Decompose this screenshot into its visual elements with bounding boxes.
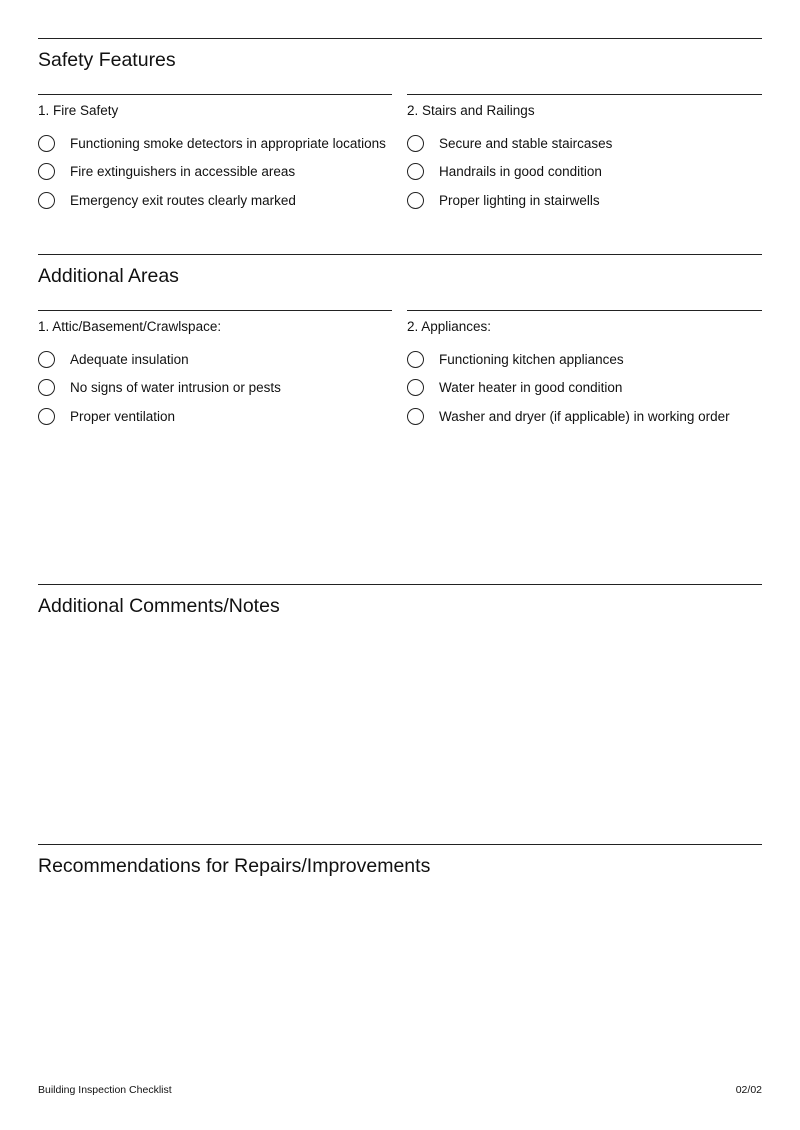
section-title-additional-areas: Additional Areas xyxy=(38,265,179,287)
checklist-item-label: Handrails in good condition xyxy=(439,163,602,179)
subsection-divider xyxy=(407,310,762,311)
checklist-item-label: Washer and dryer (if applicable) in working order xyxy=(439,408,730,424)
section-title-recommendations: Recommendations for Repairs/Improvements xyxy=(38,855,431,877)
checklist-item[interactable] xyxy=(407,132,612,154)
checklist-item-label: Proper lighting in stairwells xyxy=(439,192,600,208)
checklist-item-label: Proper ventilation xyxy=(70,408,176,424)
subsection-divider xyxy=(38,310,392,311)
checklist-item[interactable] xyxy=(407,405,730,427)
checkbox-circle[interactable] xyxy=(407,351,424,368)
section-title-safety: Safety Features xyxy=(38,49,176,71)
checkbox-circle[interactable] xyxy=(407,379,424,396)
section-divider xyxy=(38,38,762,39)
checklist-item-label: Functioning kitchen appliances xyxy=(439,351,624,367)
footer-page-number: 02/02 xyxy=(735,1084,762,1096)
checkbox-circle[interactable] xyxy=(407,408,424,425)
subsection-title-attic: 1. Attic/Basement/Crawlspace: xyxy=(38,319,222,334)
checklist-item-label: Secure and stable staircases xyxy=(439,135,613,151)
checkbox-circle[interactable] xyxy=(38,192,55,209)
checkbox-circle[interactable] xyxy=(38,351,55,368)
checkbox-circle[interactable] xyxy=(407,192,424,209)
checklist-item-label: Emergency exit routes clearly marked xyxy=(70,192,296,208)
subsection-title-appliances: 2. Appliances: xyxy=(407,319,492,334)
section-title-comments: Additional Comments/Notes xyxy=(38,595,280,617)
section-divider xyxy=(38,254,762,255)
checklist-item-label: Water heater in good condition xyxy=(439,379,623,395)
checklist-item[interactable] xyxy=(407,189,600,211)
subsection-divider xyxy=(407,94,762,95)
checklist-item[interactable] xyxy=(407,348,624,370)
section-divider xyxy=(38,844,762,845)
checklist-item[interactable] xyxy=(38,132,386,154)
checkbox-circle[interactable] xyxy=(38,408,55,425)
checkbox-circle[interactable] xyxy=(38,135,55,152)
checklist-item[interactable] xyxy=(38,376,281,398)
checkbox-circle[interactable] xyxy=(38,379,55,396)
subsection-divider xyxy=(38,94,392,95)
checklist-item[interactable] xyxy=(38,189,296,211)
footer-document-title: Building Inspection Checklist xyxy=(38,1084,172,1096)
checkbox-circle[interactable] xyxy=(407,163,424,180)
checklist-item[interactable] xyxy=(38,160,295,182)
checkbox-circle[interactable] xyxy=(38,163,55,180)
checkbox-circle[interactable] xyxy=(407,135,424,152)
subsection-title-fire-safety: 1. Fire Safety xyxy=(38,103,119,118)
checklist-item-label: Adequate insulation xyxy=(70,351,189,367)
checklist-item-label: Fire extinguishers in accessible areas xyxy=(70,163,296,179)
checklist-item[interactable] xyxy=(407,376,622,398)
section-divider xyxy=(38,584,762,585)
checklist-item[interactable] xyxy=(407,160,602,182)
checklist-item-label: Functioning smoke detectors in appropriate locations xyxy=(70,135,386,151)
subsection-title-stairs: 2. Stairs and Railings xyxy=(407,103,535,118)
checklist-item-label: No signs of water intrusion or pests xyxy=(70,379,281,395)
checklist-item[interactable] xyxy=(38,348,189,370)
checklist-item[interactable] xyxy=(38,405,175,427)
